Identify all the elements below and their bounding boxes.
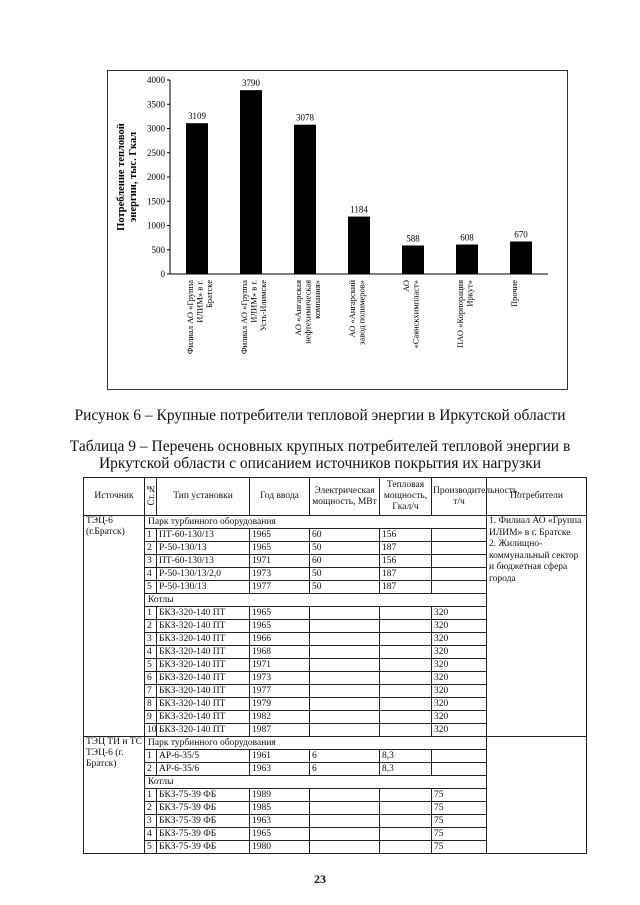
y-tick-label: 2500 xyxy=(147,147,165,158)
cell-type: ПТ-60-130/13 xyxy=(157,555,250,568)
bar xyxy=(186,123,208,274)
cell-type: БКЗ-320-140 ПТ xyxy=(157,724,250,737)
cell-prod: 75 xyxy=(432,828,487,841)
y-tick-label: 0 xyxy=(160,269,165,279)
table-caption xyxy=(0,438,640,472)
cell-year: 1965 xyxy=(250,542,310,555)
cell-num: 10 xyxy=(145,724,157,737)
cell-year: 1973 xyxy=(250,568,310,581)
cell-year: 1973 xyxy=(250,672,310,685)
cell-heat: 156 xyxy=(380,555,432,568)
cell-heat xyxy=(380,672,432,685)
cell-prod: 320 xyxy=(432,698,487,711)
cell-type: БКЗ-75-39 ФБ xyxy=(157,802,250,815)
cell-type: БКЗ-75-39 ФБ xyxy=(157,789,250,802)
section-boilers: Котлы xyxy=(145,594,487,607)
cell-type: АР-6-35/5 xyxy=(157,750,250,763)
cell-num: 2 xyxy=(145,802,157,815)
cell-prod xyxy=(432,581,487,594)
cell-heat xyxy=(380,633,432,646)
cell-heat xyxy=(380,841,432,854)
cell-num: 4 xyxy=(145,828,157,841)
cell-elec xyxy=(310,698,380,711)
consumption-chart xyxy=(107,70,568,390)
cell-year: 1966 xyxy=(250,633,310,646)
cell-heat xyxy=(380,659,432,672)
cell-year: 1989 xyxy=(250,789,310,802)
cell-heat: 187 xyxy=(380,581,432,594)
data-label: 670 xyxy=(514,229,528,240)
cell-heat: 187 xyxy=(380,542,432,555)
header-prod: Производительность, т/ч xyxy=(432,478,487,516)
cell-num: 5 xyxy=(145,581,157,594)
header-type: Тип установки xyxy=(157,478,250,516)
cell-prod: 320 xyxy=(432,659,487,672)
table-caption-line2: Иркутской области с описанием источников покрытия их нагрузки xyxy=(98,455,542,472)
cell-type: ПТ-60-130/13 xyxy=(157,529,250,542)
header-year: Год ввода xyxy=(250,478,310,516)
cell-type: БКЗ-320-140 ПТ xyxy=(157,685,250,698)
bar xyxy=(294,125,316,274)
cell-prod: 320 xyxy=(432,633,487,646)
cell-type: БКЗ-320-140 ПТ xyxy=(157,711,250,724)
bar xyxy=(510,242,532,274)
cell-year: 1971 xyxy=(250,555,310,568)
cell-num: 4 xyxy=(145,646,157,659)
cell-heat xyxy=(380,698,432,711)
section-turbines: Парк турбинного оборудования xyxy=(145,737,487,750)
bar xyxy=(402,245,424,274)
cell-num: 4 xyxy=(145,568,157,581)
cell-year: 1985 xyxy=(250,802,310,815)
cell-year: 1980 xyxy=(250,841,310,854)
cell-type: Р-50-130/13/2,0 xyxy=(157,568,250,581)
table-body xyxy=(84,516,587,854)
header-num xyxy=(145,478,157,516)
x-tick-label: АО«Саянскхимпласт» xyxy=(401,280,421,349)
cell-elec xyxy=(310,646,380,659)
cell-heat xyxy=(380,789,432,802)
cell-year: 1987 xyxy=(250,724,310,737)
cell-type: Р-50-130/13 xyxy=(157,581,250,594)
table-row xyxy=(84,516,587,529)
y-axis-title: Потребление тепловойэнергии, тыс. Гкал xyxy=(116,123,139,231)
cell-elec xyxy=(310,789,380,802)
cell-year: 1977 xyxy=(250,581,310,594)
cell-num: 7 xyxy=(145,685,157,698)
cell-elec xyxy=(310,711,380,724)
cell-year: 1977 xyxy=(250,685,310,698)
cell-type: Р-50-130/13 xyxy=(157,542,250,555)
cell-elec xyxy=(310,724,380,737)
cell-consumers xyxy=(487,737,587,854)
bar xyxy=(240,90,262,274)
header-num-text: Ст.№ xyxy=(146,483,156,506)
cell-elec xyxy=(310,802,380,815)
cell-year: 1965 xyxy=(250,620,310,633)
y-tick-label: 500 xyxy=(151,244,165,255)
data-label: 588 xyxy=(406,233,420,244)
cell-elec: 50 xyxy=(310,542,380,555)
figure-caption: Рисунок 6 – Крупные потребители тепловой энергии в Иркутской области xyxy=(74,407,566,424)
cell-num: 2 xyxy=(145,542,157,555)
y-tick-label: 4000 xyxy=(147,75,165,85)
cell-prod: 320 xyxy=(432,620,487,633)
cell-num: 2 xyxy=(145,763,157,776)
cell-type: БКЗ-320-140 ПТ xyxy=(157,646,250,659)
cell-year: 1963 xyxy=(250,815,310,828)
cell-num: 1 xyxy=(145,750,157,763)
cell-year: 1965 xyxy=(250,529,310,542)
cell-year: 1965 xyxy=(250,607,310,620)
cell-prod: 320 xyxy=(432,711,487,724)
cell-prod xyxy=(432,763,487,776)
cell-elec xyxy=(310,672,380,685)
cell-source: ТЭЦ ТИ и ТС ТЭЦ-6 (г. Братск) xyxy=(84,737,145,854)
cell-type: АР-6-35/6 xyxy=(157,763,250,776)
data-label: 3790 xyxy=(242,78,260,89)
cell-year: 1968 xyxy=(250,646,310,659)
cell-elec xyxy=(310,828,380,841)
bar xyxy=(456,245,478,274)
cell-num: 1 xyxy=(145,789,157,802)
cell-elec xyxy=(310,841,380,854)
cell-num: 3 xyxy=(145,815,157,828)
cell-prod xyxy=(432,555,487,568)
data-label: 608 xyxy=(460,232,474,243)
table-row xyxy=(84,737,587,750)
cell-heat: 8,3 xyxy=(380,763,432,776)
cell-heat xyxy=(380,815,432,828)
cell-type: БКЗ-320-140 ПТ xyxy=(157,620,250,633)
cell-year: 1979 xyxy=(250,698,310,711)
cell-prod: 320 xyxy=(432,685,487,698)
cell-elec: 50 xyxy=(310,581,380,594)
cell-year: 1965 xyxy=(250,828,310,841)
section-boilers: Котлы xyxy=(145,776,487,789)
cell-prod: 75 xyxy=(432,815,487,828)
cell-heat xyxy=(380,802,432,815)
cell-prod: 320 xyxy=(432,646,487,659)
bar xyxy=(348,217,370,274)
cell-year: 1982 xyxy=(250,711,310,724)
header-elec: Электрическая мощность, МВт xyxy=(310,478,380,516)
data-label: 1184 xyxy=(350,204,368,215)
cell-heat xyxy=(380,828,432,841)
cell-elec xyxy=(310,607,380,620)
cell-prod: 75 xyxy=(432,802,487,815)
y-tick-label: 2000 xyxy=(147,172,165,182)
table-caption-line1: Таблица 9 – Перечень основных крупных потребителей тепловой энергии в xyxy=(69,438,571,455)
cell-elec: 50 xyxy=(310,568,380,581)
cell-elec xyxy=(310,633,380,646)
y-tick-label: 1000 xyxy=(147,220,165,231)
cell-elec: 6 xyxy=(310,750,380,763)
cell-elec: 60 xyxy=(310,529,380,542)
x-tick-label: ПАО «КорпорацияИркут» xyxy=(455,280,475,348)
cell-elec xyxy=(310,685,380,698)
cell-prod xyxy=(432,750,487,763)
cell-prod: 320 xyxy=(432,672,487,685)
header-consumers: Потребители xyxy=(487,478,587,516)
cell-num: 3 xyxy=(145,555,157,568)
cell-type: БКЗ-320-140 ПТ xyxy=(157,672,250,685)
cell-consumers: 1. Филиал АО «Группа ИЛИМ» в г. Братске 2. Жилищно-коммунальный сектор и бюджетная сфера города xyxy=(487,516,587,737)
cell-year: 1961 xyxy=(250,750,310,763)
cell-heat xyxy=(380,607,432,620)
cell-num: 9 xyxy=(145,711,157,724)
cell-heat: 8,3 xyxy=(380,750,432,763)
cell-heat: 156 xyxy=(380,529,432,542)
cell-num: 2 xyxy=(145,620,157,633)
cell-num: 5 xyxy=(145,659,157,672)
cell-elec: 60 xyxy=(310,555,380,568)
cell-type: БКЗ-75-39 ФБ xyxy=(157,841,250,854)
cell-year: 1971 xyxy=(250,659,310,672)
cell-num: 1 xyxy=(145,529,157,542)
cell-elec xyxy=(310,815,380,828)
cell-prod: 320 xyxy=(432,607,487,620)
cell-type: БКЗ-75-39 ФБ xyxy=(157,815,250,828)
header-source: Источник xyxy=(84,478,145,516)
cell-elec xyxy=(310,620,380,633)
cell-type: БКЗ-320-140 ПТ xyxy=(157,607,250,620)
cell-num: 5 xyxy=(145,841,157,854)
cell-heat xyxy=(380,646,432,659)
cell-num: 1 xyxy=(145,607,157,620)
table-header-row xyxy=(84,478,587,516)
y-tick-label: 3500 xyxy=(147,99,165,110)
data-label: 3078 xyxy=(296,112,314,123)
cell-year: 1963 xyxy=(250,763,310,776)
x-tick-label: Прочие xyxy=(509,280,519,308)
x-tick-label: АО «Ангарскаянефтехимическаякомпания» xyxy=(293,280,322,344)
x-tick-label: АО «Ангарскийзавод полимеров» xyxy=(347,280,367,345)
section-turbines: Парк турбинного оборудования xyxy=(145,516,487,529)
cell-source: ТЭЦ-6 (г.Братск) xyxy=(84,516,145,737)
cell-prod xyxy=(432,568,487,581)
cell-heat xyxy=(380,620,432,633)
cell-num: 8 xyxy=(145,698,157,711)
cell-elec xyxy=(310,659,380,672)
cell-heat: 187 xyxy=(380,568,432,581)
cell-elec: 6 xyxy=(310,763,380,776)
x-tick-label: Филиал АО «ГруппаИЛИМ» в г.Усть-Илимске xyxy=(239,280,268,355)
cell-prod xyxy=(432,529,487,542)
y-tick-label: 3000 xyxy=(147,123,165,134)
cell-type: БКЗ-320-140 ПТ xyxy=(157,698,250,711)
cell-heat xyxy=(380,685,432,698)
cell-num: 6 xyxy=(145,672,157,685)
cell-heat xyxy=(380,711,432,724)
cell-type: БКЗ-320-140 ПТ xyxy=(157,659,250,672)
cell-num: 3 xyxy=(145,633,157,646)
y-tick-label: 1500 xyxy=(147,196,165,207)
cell-type: БКЗ-320-140 ПТ xyxy=(157,633,250,646)
page-number: 23 xyxy=(314,872,326,886)
chart-svg xyxy=(108,71,567,389)
cell-prod xyxy=(432,542,487,555)
cell-type: БКЗ-75-39 ФБ xyxy=(157,828,250,841)
x-tick-label: Филиал АО «ГруппаИЛИМ» в г.Братске xyxy=(185,280,214,355)
cell-prod: 320 xyxy=(432,724,487,737)
consumers-table xyxy=(83,477,587,854)
cell-prod: 75 xyxy=(432,841,487,854)
cell-prod: 75 xyxy=(432,789,487,802)
cell-heat xyxy=(380,724,432,737)
data-label: 3109 xyxy=(188,111,206,122)
header-heat: Тепловая мощность, Гкал/ч xyxy=(380,478,432,516)
